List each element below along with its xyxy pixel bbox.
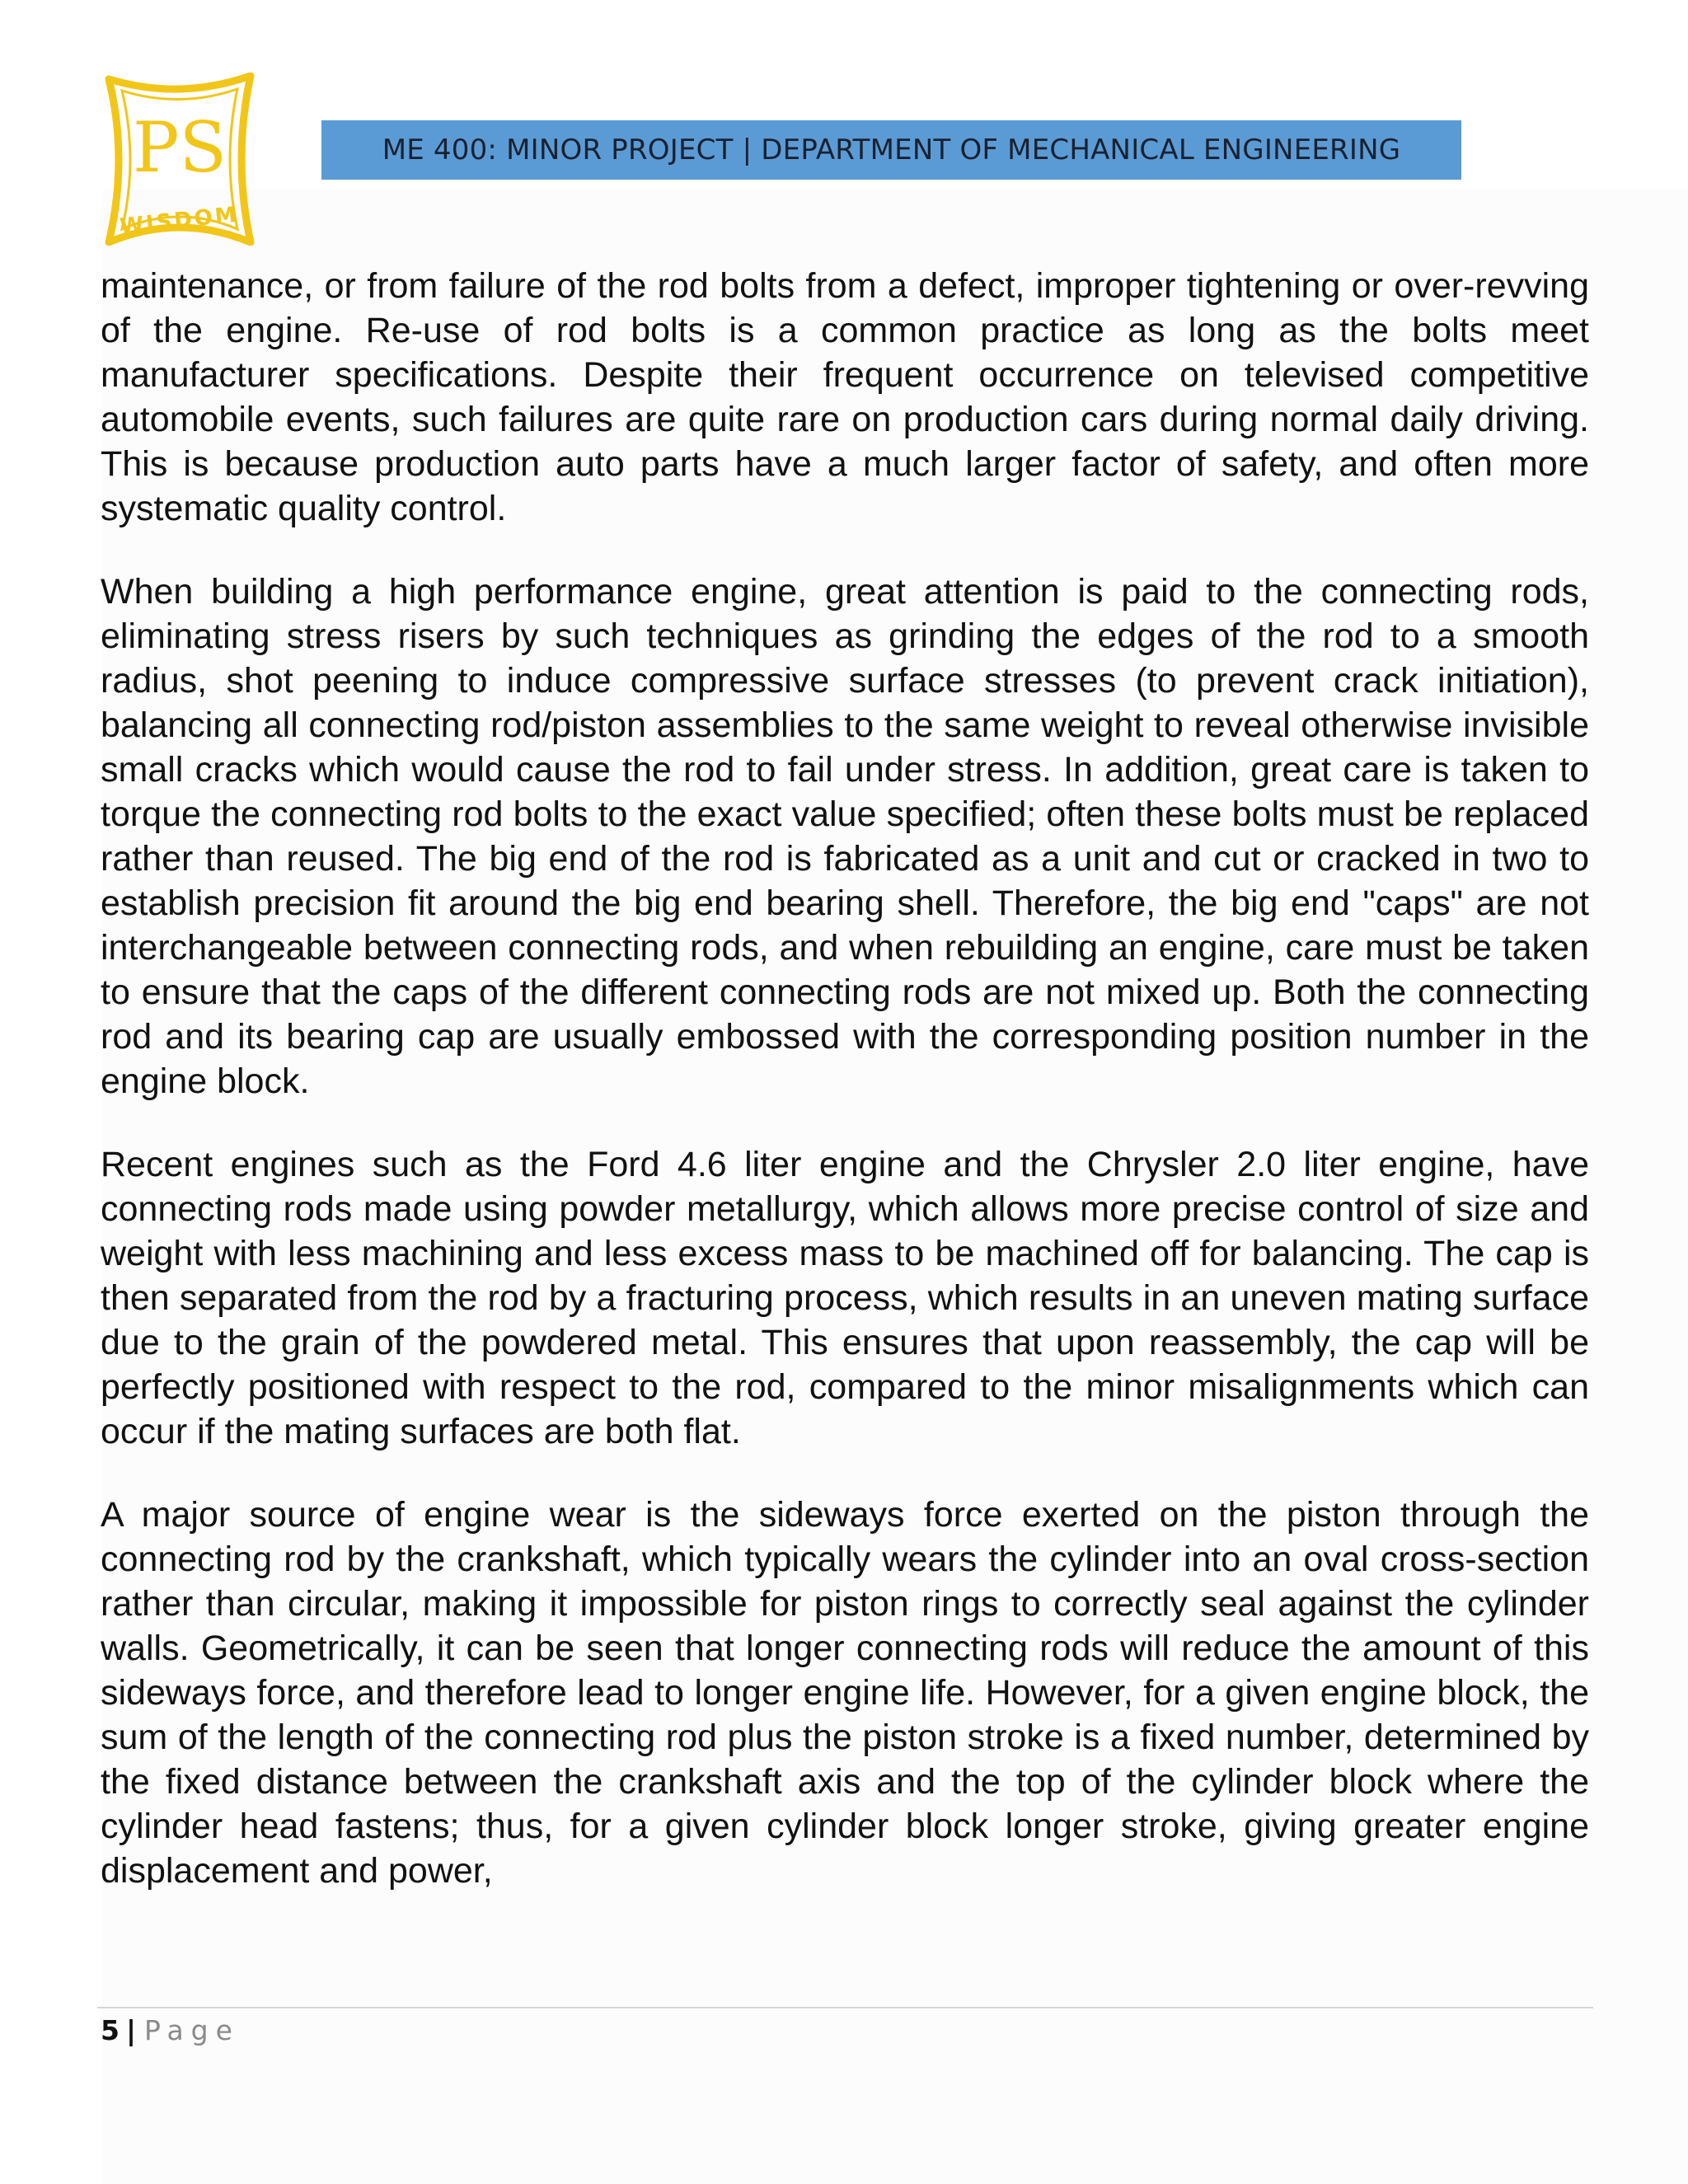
document-body	[101, 264, 1589, 1932]
page-label: Page	[144, 2014, 240, 2046]
logo-emblem-icon	[97, 73, 262, 246]
ps-wisdom-logo	[97, 73, 262, 246]
page-footer	[101, 2013, 240, 2049]
footer-divider	[97, 2007, 1593, 2008]
document-header-bar	[321, 120, 1461, 180]
svg-text:WISDOM: WISDOM	[119, 202, 241, 240]
svg-text:PS: PS	[132, 107, 227, 188]
paragraph-3: Recent engines such as the Ford 4.6 liter engine and the Chrysler 2.0 liter engine, have connecting rods made using powder metallurgy, which allows more precise control of size and weight with less machining and less excess mass to be machined off for balancing. The cap is then separated from the rod by a fracturing process, which results in an uneven mating surface due to the grain of the powdered metal. This ensures that upon reassembly, the cap will be perfectly positioned with respect to the rod, compared to the minor misalignments which can occur if the mating surfaces are both flat.	[101, 1145, 1589, 1451]
paragraph-2: When building a high performance engine, great attention is paid to the connecting rods, eliminating stress risers by such techniques as grinding the edges of the rod to a smooth radius, shot peening to induce compressive surface stresses (to prevent crack initiation), balancing all connecting rod/piston assemblies to the same weight to reveal otherwise invisible small cracks which would cause the rod to fail under stress. In addition, great care is taken to torque the connecting rod bolts to the exact value specified; often these bolts must be replaced rather than reused. The big end of the rod is fabricated as a unit and cut or cracked in two to establish precision fit around the big end bearing shell. Therefore, the big end "caps" are not interchangeable between connecting rods, and when rebuilding an engine, care must be taken to ensure that the caps of the different connecting rods are not mixed up. Both the connecting rod and its bearing cap are usually embossed with the corresponding position number in the engine block.	[101, 572, 1589, 1101]
page-number: 5	[101, 2014, 120, 2046]
page-separator: |	[125, 2014, 137, 2046]
paragraph-1: maintenance, or from failure of the rod bolts from a defect, improper tightening or over-revving of the engine. Re-use of rod bolts is a common practice as long as the bolts meet manufacturer specifications. Despite their frequent occurrence on televised competitive automobile events, such failures are quite rare on production cars during normal daily driving. This is because production auto parts have a much larger factor of safety, and often more systematic quality control.	[101, 266, 1589, 528]
paragraph-4: A major source of engine wear is the sideways force exerted on the piston through the connecting rod by the crankshaft, which typically wears the cylinder into an oval cross-section rather than circular, making it impossible for piston rings to correctly seal against the cylinder walls. Geometrically, it can be seen that longer connecting rods will reduce the amount of this sideways force, and therefore lead to longer engine life. However, for a given engine block, the sum of the length of the connecting rod plus the piston stroke is a fixed number, determined by the fixed distance between the crankshaft axis and the top of the cylinder block where the cylinder head fastens; thus, for a given cylinder block longer stroke, giving greater engine displacement and power,	[101, 1495, 1589, 1891]
document-header-title: ME 400: MINOR PROJECT | DEPARTMENT OF MECHANICAL ENGINEERING	[382, 134, 1401, 166]
